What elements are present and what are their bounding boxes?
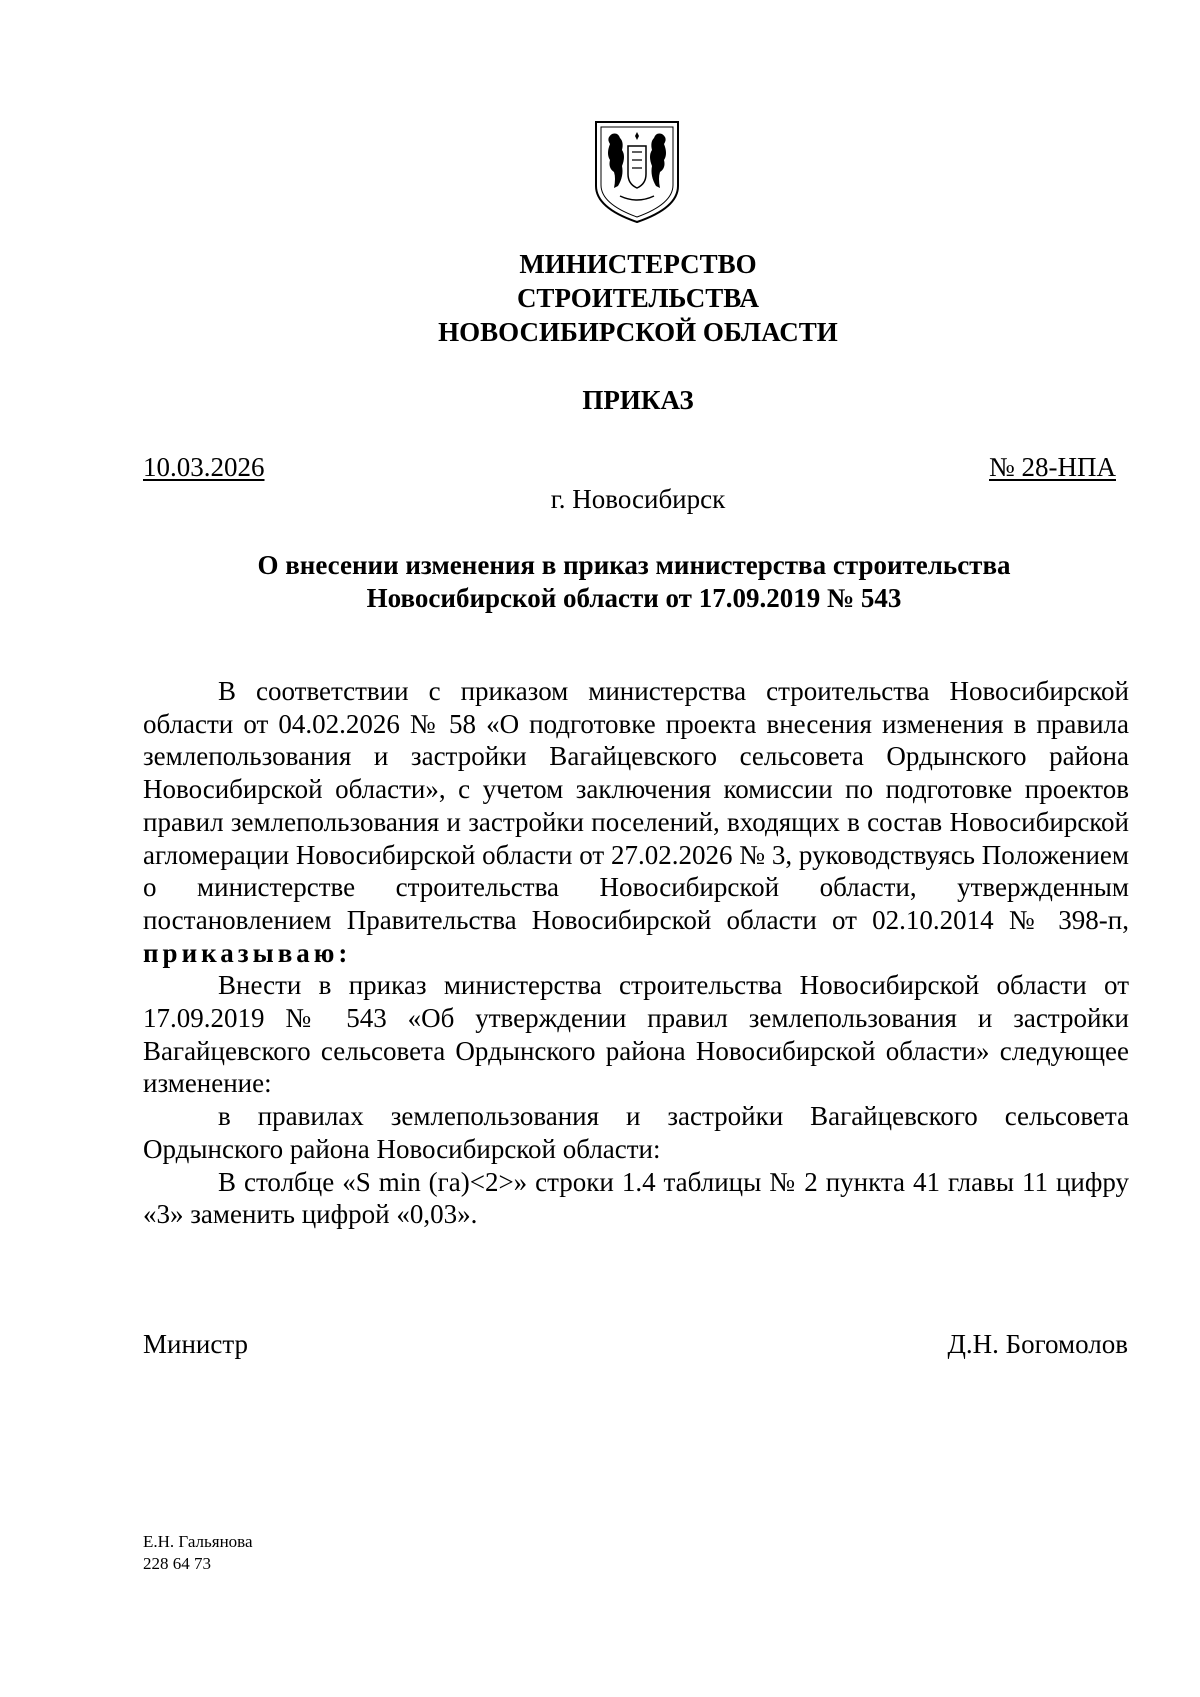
signer-title: Министр (143, 1329, 248, 1359)
coat-of-arms-icon (592, 116, 682, 224)
body-paragraph-1 (143, 675, 1129, 969)
executor-name: Е.Н. Гальянова (143, 1532, 253, 1551)
ministry-name (300, 247, 976, 349)
ministry-line-3: НОВОСИБИРСКОЙ ОБЛАСТИ (438, 317, 838, 347)
document-subject (143, 549, 1125, 615)
body-paragraph-3: в правилах землепользования и застройки Вагайцевского сельсовета Ордынского района Новосибирской области: (143, 1101, 1129, 1164)
document-city: г. Новосибирск (550, 484, 726, 514)
document-body (143, 675, 1129, 1231)
subject-line-1: О внесении изменения в приказ министерства строительства (257, 550, 1011, 580)
order-keyword: приказываю: (143, 937, 352, 968)
ministry-line-1: МИНИСТЕРСТВО (519, 249, 757, 279)
document-date: 10.03.2026 (143, 452, 265, 482)
paragraph-1-text: В соответствии с приказом министерства строительства Новосибирской области от 04.02.2026 № 58 «О подготовке проекта внесения изменения в правила землепользования и застройки Вагайцевского сельсовета Ордынского района Новосибирской области», с учетом заключения комиссии по подготовке проектов правил землепользования и застройки поселений, входящих в состав Новосибирской агломерации Новосибирской области от 27.02.2026 № 3, руководствуясь Положением о министерстве строительства Новосибирской области, утвержденным постановлением Правительства Новосибирской области от 02.10.2014 № 398-п, (143, 676, 1129, 935)
ministry-line-2: СТРОИТЕЛЬСТВА (516, 283, 760, 313)
signer-name: Д.Н. Богомолов (947, 1329, 1128, 1359)
body-paragraph-4: В столбце «S min (га)<2>» строки 1.4 таблицы № 2 пункта 41 главы 11 цифру «3» заменить цифрой «0,03». (143, 1166, 1129, 1230)
executor-phone: 228 64 73 (143, 1554, 211, 1573)
subject-line-2: Новосибирской области от 17.09.2019 № 543 (366, 583, 902, 613)
body-paragraph-2: Внести в приказ министерства строительства Новосибирской области от 17.09.2019 № 543 «Об утверждении правил землепользования и застройки Вагайцевского сельсовета Ордынского района Новосибирской области» следующее изменение: (143, 970, 1129, 1099)
document-type: ПРИКАЗ (582, 385, 694, 415)
document-number: № 28-НПА (989, 452, 1116, 482)
executor-info (143, 1531, 253, 1575)
